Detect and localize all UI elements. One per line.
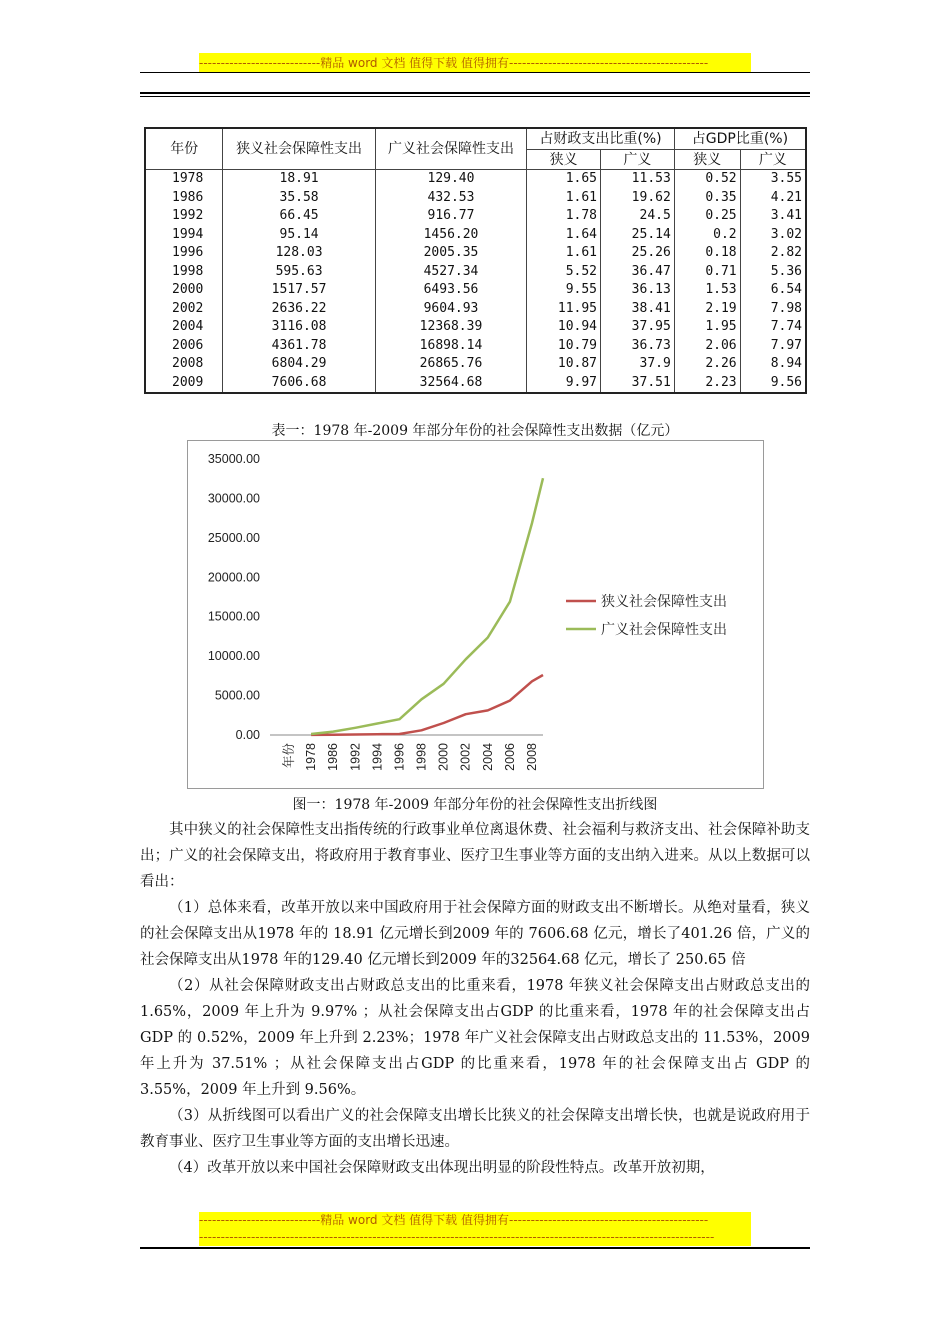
- x-tick-label: 2006: [502, 743, 517, 771]
- header-gdp-narrow: 狭义: [674, 150, 740, 170]
- line-chart: [188, 441, 763, 788]
- cell-fiscal-broad: 38.41: [601, 300, 675, 319]
- social-security-table: [144, 127, 807, 394]
- y-tick-label: 30000.00: [207, 491, 260, 506]
- table-row: [145, 337, 806, 356]
- cell-broad: 916.77: [375, 207, 526, 226]
- x-tick-label: 2008: [524, 743, 539, 771]
- header-broad: 广义社会保障性支出: [375, 128, 526, 170]
- cell-gdp-broad: 7.97: [740, 337, 806, 356]
- x-tick-label: 1998: [414, 743, 429, 771]
- table-row: [145, 281, 806, 300]
- cell-gdp-broad: 9.56: [740, 374, 806, 394]
- cell-broad: 6493.56: [375, 281, 526, 300]
- table-row: [145, 189, 806, 208]
- cell-broad: 129.40: [375, 170, 526, 189]
- cell-fiscal-broad: 19.62: [601, 189, 675, 208]
- cell-narrow: 4361.78: [223, 337, 375, 356]
- cell-fiscal-broad: 37.9: [601, 355, 675, 374]
- y-tick-label: 20000.00: [207, 570, 260, 585]
- x-tick-label: 1996: [392, 743, 407, 771]
- cell-gdp-broad: 8.94: [740, 355, 806, 374]
- cell-gdp-narrow: 2.06: [674, 337, 740, 356]
- y-tick-label: 10000.00: [207, 649, 260, 664]
- header-rule: [140, 72, 810, 73]
- cell-year: 1978: [145, 170, 223, 189]
- y-tick-label: 5000.00: [214, 688, 260, 703]
- header-gdp-ratio: 占GDP比重(%): [674, 128, 806, 150]
- x-tick-label: 2000: [436, 743, 451, 771]
- cell-year: 2008: [145, 355, 223, 374]
- cell-fiscal-narrow: 1.61: [527, 189, 601, 208]
- header-banner-text: ----------------------------精品 word 文档 值得下载 值得拥有----------------------------------------------: [199, 56, 709, 70]
- cell-fiscal-broad: 25.14: [601, 226, 675, 245]
- cell-fiscal-broad: 11.53: [601, 170, 675, 189]
- cell-gdp-broad: 6.54: [740, 281, 806, 300]
- legend-label: 广义社会保障性支出: [601, 622, 727, 638]
- cell-broad: 26865.76: [375, 355, 526, 374]
- table-row: [145, 300, 806, 319]
- y-axis: [208, 452, 543, 742]
- x-tick-label: 1992: [348, 743, 363, 771]
- y-tick-label: 0.00: [235, 728, 260, 742]
- cell-year: 1998: [145, 263, 223, 282]
- x-tick-label: 2004: [480, 743, 495, 771]
- cell-gdp-narrow: 0.25: [674, 207, 740, 226]
- body-text: [140, 817, 810, 1181]
- x-tick-label: 1978: [304, 743, 319, 771]
- chart-series: [311, 478, 543, 735]
- cell-fiscal-broad: 36.13: [601, 281, 675, 300]
- cell-gdp-narrow: 1.53: [674, 281, 740, 300]
- table-row: [145, 374, 806, 394]
- cell-fiscal-broad: 37.95: [601, 318, 675, 337]
- footer-banner-dashes: -----------------------------------------------------------------------------------------------------------------------: [199, 1230, 715, 1244]
- cell-fiscal-narrow: 10.94: [527, 318, 601, 337]
- line-chart-frame: [187, 440, 764, 789]
- cell-narrow: 1517.57: [223, 281, 375, 300]
- cell-narrow: 595.63: [223, 263, 375, 282]
- paragraph: （1）总体来看，改革开放以来中国政府用于社会保障方面的财政支出不断增长。从绝对量看，狭义的社会保障支出从1978 年的 18.91 亿元增长到2009 年的 7606.68 亿元，增长了401.26 倍，广义的社会保障支出从1978 年的129.40 亿元增长到2009 年的32564.68 亿元，增长了 250.65 倍: [140, 900, 810, 968]
- header-double-rule-bottom: [140, 96, 810, 97]
- header-fiscal-narrow: 狭义: [527, 150, 601, 170]
- y-tick-label: 15000.00: [207, 609, 260, 624]
- cell-year: 1986: [145, 189, 223, 208]
- y-tick-label: 35000.00: [207, 452, 260, 466]
- cell-fiscal-narrow: 10.87: [527, 355, 601, 374]
- cell-narrow: 3116.08: [223, 318, 375, 337]
- cell-year: 2009: [145, 374, 223, 394]
- cell-narrow: 66.45: [223, 207, 375, 226]
- cell-broad: 4527.34: [375, 263, 526, 282]
- cell-fiscal-narrow: 10.79: [527, 337, 601, 356]
- cell-year: 2002: [145, 300, 223, 319]
- cell-gdp-broad: 7.74: [740, 318, 806, 337]
- cell-broad: 9604.93: [375, 300, 526, 319]
- cell-gdp-narrow: 2.26: [674, 355, 740, 374]
- header-double-rule-top: [140, 92, 810, 94]
- cell-gdp-broad: 3.41: [740, 207, 806, 226]
- cell-gdp-broad: 4.21: [740, 189, 806, 208]
- cell-year: 2000: [145, 281, 223, 300]
- cell-broad: 12368.39: [375, 318, 526, 337]
- legend-label: 狭义社会保障性支出: [601, 594, 727, 610]
- cell-gdp-narrow: 0.35: [674, 189, 740, 208]
- cell-narrow: 6804.29: [223, 355, 375, 374]
- cell-gdp-broad: 5.36: [740, 263, 806, 282]
- cell-fiscal-narrow: 1.65: [527, 170, 601, 189]
- paragraph: 其中狭义的社会保障性支出指传统的行政事业单位离退休费、社会福利与救济支出、社会保障补助支出；广义的社会保障支出，将政府用于教育事业、医疗卫生事业等方面的支出纳入进来。从以上数据可以看出：: [140, 822, 810, 890]
- cell-gdp-narrow: 0.18: [674, 244, 740, 263]
- footer-banner-text: ----------------------------精品 word 文档 值得下载 值得拥有----------------------------------------------: [199, 1213, 709, 1227]
- cell-fiscal-broad: 36.47: [601, 263, 675, 282]
- table-row: [145, 318, 806, 337]
- cell-narrow: 35.58: [223, 189, 375, 208]
- cell-narrow: 128.03: [223, 244, 375, 263]
- header-narrow: 狭义社会保障性支出: [223, 128, 375, 170]
- cell-gdp-narrow: 2.19: [674, 300, 740, 319]
- cell-year: 2006: [145, 337, 223, 356]
- cell-gdp-narrow: 0.52: [674, 170, 740, 189]
- cell-gdp-broad: 2.82: [740, 244, 806, 263]
- header-year: 年份: [145, 128, 223, 170]
- series-line-broad: [311, 478, 543, 734]
- cell-gdp-narrow: 1.95: [674, 318, 740, 337]
- paragraph: （2）从社会保障财政支出占财政总支出的比重来看，1978 年狭义社会保障支出占财政总支出的 1.65%，2009 年上升为 9.97% ；从社会保障支出占GDP 的比重来看，1978 年的社会保障支出占 GDP 的 0.52%，2009 年上升到 2.23%；1978 年广义社会保障支出占财政总支出的 11.53%，2009 年上升为 37.51% ；从社会保障支出占GDP 的比重来看，1978 年的社会保障支出占 GDP 的 3.55%，2009 年上升到 9.56%。: [140, 978, 810, 1098]
- y-tick-label: 25000.00: [207, 530, 260, 545]
- cell-narrow: 2636.22: [223, 300, 375, 319]
- cell-broad: 32564.68: [375, 374, 526, 394]
- footer-banner: [199, 1212, 751, 1246]
- cell-narrow: 18.91: [223, 170, 375, 189]
- cell-fiscal-broad: 37.51: [601, 374, 675, 394]
- cell-year: 1992: [145, 207, 223, 226]
- cell-year: 2004: [145, 318, 223, 337]
- cell-fiscal-narrow: 1.64: [527, 226, 601, 245]
- cell-fiscal-broad: 36.73: [601, 337, 675, 356]
- table-caption: 表一：1978 年-2009 年部分年份的社会保障性支出数据（亿元）: [271, 423, 679, 439]
- table-row: [145, 226, 806, 245]
- cell-fiscal-narrow: 5.52: [527, 263, 601, 282]
- cell-gdp-narrow: 0.71: [674, 263, 740, 282]
- cell-gdp-broad: 7.98: [740, 300, 806, 319]
- table-row: [145, 207, 806, 226]
- header-fiscal-ratio: 占财政支出比重(%): [527, 128, 675, 150]
- x-axis: [281, 743, 539, 771]
- cell-fiscal-narrow: 9.55: [527, 281, 601, 300]
- table-row: [145, 263, 806, 282]
- cell-year: 1996: [145, 244, 223, 263]
- header-fiscal-broad: 广义: [601, 150, 675, 170]
- paragraph: （4）改革开放以来中国社会保障财政支出体现出明显的阶段性特点。改革开放初期，: [169, 1160, 715, 1176]
- table-row: [145, 244, 806, 263]
- chart-caption: 图一：1978 年-2009 年部分年份的社会保障性支出折线图: [292, 797, 658, 813]
- cell-fiscal-narrow: 1.61: [527, 244, 601, 263]
- cell-gdp-narrow: 2.23: [674, 374, 740, 394]
- cell-fiscal-narrow: 9.97: [527, 374, 601, 394]
- cell-broad: 16898.14: [375, 337, 526, 356]
- cell-narrow: 95.14: [223, 226, 375, 245]
- cell-broad: 2005.35: [375, 244, 526, 263]
- x-tick-label: 年份: [282, 743, 297, 769]
- cell-broad: 1456.20: [375, 226, 526, 245]
- cell-fiscal-narrow: 1.78: [527, 207, 601, 226]
- table-row: [145, 355, 806, 374]
- x-tick-label: 1986: [326, 743, 341, 771]
- header-banner: [199, 53, 751, 73]
- cell-year: 1994: [145, 226, 223, 245]
- paragraph: （3）从折线图可以看出广义的社会保障支出增长比狭义的社会保障支出增长快，也就是说政府用于教育事业、医疗卫生事业等方面的支出增长迅速。: [140, 1108, 810, 1150]
- cell-gdp-broad: 3.02: [740, 226, 806, 245]
- x-tick-label: 1994: [370, 743, 385, 771]
- table-row: [145, 170, 806, 189]
- series-line-narrow: [311, 675, 543, 735]
- cell-narrow: 7606.68: [223, 374, 375, 394]
- x-tick-label: 2002: [458, 743, 473, 771]
- cell-broad: 432.53: [375, 189, 526, 208]
- cell-gdp-narrow: 0.2: [674, 226, 740, 245]
- cell-fiscal-narrow: 11.95: [527, 300, 601, 319]
- cell-fiscal-broad: 24.5: [601, 207, 675, 226]
- chart-legend: [566, 593, 727, 638]
- cell-fiscal-broad: 25.26: [601, 244, 675, 263]
- footer-rule: [140, 1247, 810, 1249]
- cell-gdp-broad: 3.55: [740, 170, 806, 189]
- header-gdp-broad: 广义: [740, 150, 806, 170]
